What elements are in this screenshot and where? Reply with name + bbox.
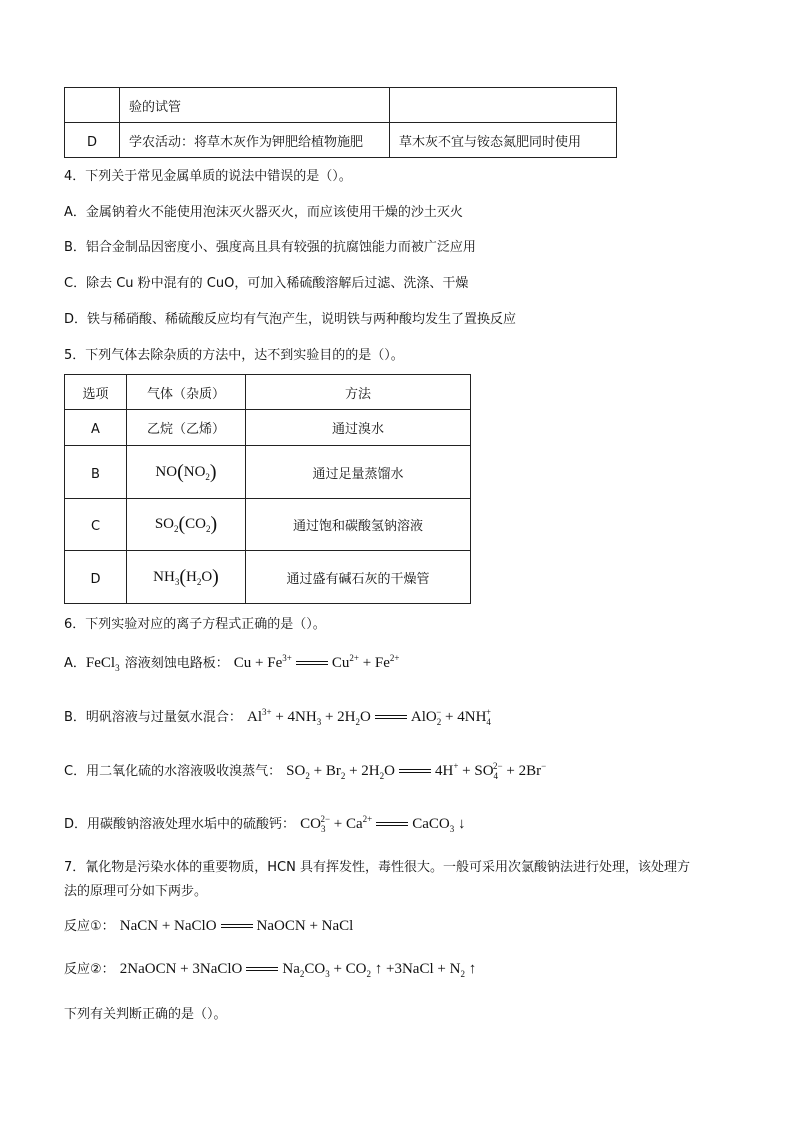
table-cell bbox=[127, 446, 246, 499]
method-text: 通过饱和碳酸氢钠溶液 bbox=[292, 519, 423, 534]
formula-fecl3: FeCl$_3$ bbox=[85, 655, 120, 673]
header-text: 气体（杂质） bbox=[146, 386, 225, 402]
reaction-label: 反应①： bbox=[64, 919, 115, 934]
method-text: 通过溴水 bbox=[331, 422, 384, 437]
option-label: C bbox=[90, 519, 101, 534]
table-cell bbox=[65, 499, 127, 551]
q7-stem-line2: 法的原理可分如下两步。 bbox=[64, 884, 208, 899]
table-header bbox=[246, 375, 471, 410]
table-cell bbox=[120, 88, 390, 123]
equation-a: $Cu + Fe^{3+}$ $Cu^{2+} + Fe^{2+}$ bbox=[233, 653, 400, 671]
option-label: D bbox=[86, 134, 97, 150]
option-text: 溶液刻蚀电路板： bbox=[124, 656, 229, 671]
gas-text: 乙烷（乙烯） bbox=[146, 422, 225, 437]
q4-option-d: D．铁与稀硝酸、稀硫酸反应均有气泡产生，说明铁与两种酸均发生了置换反应 bbox=[64, 312, 517, 327]
header-text: 方法 bbox=[344, 386, 371, 402]
option-label: B bbox=[91, 466, 100, 482]
q6-option-c bbox=[64, 760, 546, 780]
table-cell bbox=[246, 499, 471, 551]
q5-stem: 5．下列气体去除杂质的方法中，达不到实验目的的是（）。 bbox=[64, 348, 404, 363]
table-fragment bbox=[64, 87, 617, 158]
table-cell bbox=[65, 446, 127, 499]
option-label: A． bbox=[64, 656, 86, 671]
method-text: 通过足量蒸馏水 bbox=[312, 466, 404, 482]
option-label: A bbox=[91, 422, 100, 437]
option-text: B．明矾溶液与过量氨水混合： bbox=[64, 710, 242, 725]
q7-judge: 下列有关判断正确的是（）。 bbox=[64, 1007, 227, 1022]
q7-stem-line1: 7．氰化物是污染水体的重要物质，HCN 具有挥发性，毒性很大。一般可采用次氯酸钠法进行处理，该处理方 bbox=[64, 860, 690, 875]
option-label: D bbox=[90, 571, 101, 587]
equation-b: $Al^{3+} + 4NH_3 + 2H_2O$ $AlO_2^- + 4NH_4^+$ bbox=[247, 707, 491, 727]
q6-stem: 6．下列实验对应的离子方程式正确的是（）。 bbox=[64, 617, 326, 632]
table-cell-text: 学农活动：将草木灰作为钾肥给植物施肥 bbox=[129, 134, 364, 150]
q6-option-b bbox=[64, 706, 491, 726]
table-cell-text: 草木灰不宜与铵态氮肥同时使用 bbox=[399, 134, 582, 150]
table-cell bbox=[120, 123, 390, 158]
q6-option-d bbox=[64, 813, 465, 833]
q6-option-a bbox=[64, 652, 399, 672]
q4-stem: 4．下列关于常见金属单质的说法中错误的是（）。 bbox=[64, 169, 352, 184]
formula-so2-co2: $SO_2(CO_2)$ bbox=[154, 513, 218, 535]
method-text: 通过盛有碱石灰的干燥管 bbox=[286, 571, 430, 587]
q4-option-c: C．除去 Cu 粉中混有的 CuO，可加入稀硫酸溶解后过滤、洗涤、干燥 bbox=[64, 276, 469, 291]
q4-option-b: B．铝合金制品因密度小、强度高且具有较强的抗腐蚀能力而被广泛应用 bbox=[64, 240, 476, 255]
header-text: 选项 bbox=[82, 386, 109, 402]
table-cell bbox=[127, 499, 246, 551]
q4-option-a: A．金属钠着火不能使用泡沫灭火器灭火，而应该使用干燥的沙土灭火 bbox=[64, 205, 463, 220]
table-cell bbox=[65, 410, 127, 446]
formula-no-no2: $NO(NO_2)$ bbox=[155, 460, 217, 483]
table-cell bbox=[390, 88, 617, 123]
q7-reaction-2 bbox=[64, 958, 476, 978]
q7-reaction-1 bbox=[64, 915, 353, 935]
table-cell bbox=[65, 88, 120, 123]
equation-r1: NaCN + NaClO NaOCN + NaCl bbox=[119, 918, 354, 934]
table-cell bbox=[65, 123, 120, 158]
table-cell bbox=[127, 551, 246, 604]
equation-c: $SO_2 + Br_2 + 2H_2O$ $4H^+ + SO_4^{2-} + 2Br^-$ bbox=[286, 761, 547, 781]
table-cell bbox=[246, 446, 471, 499]
option-text: D．用碳酸钠溶液处理水垢中的硫酸钙： bbox=[64, 817, 296, 832]
table-cell-text: 验的试管 bbox=[129, 99, 182, 115]
table-header bbox=[127, 375, 246, 410]
q5-table bbox=[64, 374, 471, 604]
table-cell bbox=[246, 410, 471, 446]
reaction-label: 反应②： bbox=[64, 962, 115, 977]
table-cell bbox=[246, 551, 471, 604]
equation-r2: 2NaOCN + 3NaClO $Na_2CO_3 + CO_2$ ↑ +3NaCl + $N_2$ ↑ bbox=[119, 961, 477, 979]
table-cell bbox=[390, 123, 617, 158]
table-cell bbox=[65, 551, 127, 604]
equation-d: $CO_3^{2-} + Ca^{2+}$ CaCO$_3$ ↓ bbox=[300, 814, 466, 834]
formula-nh3-h2o: $NH_3(H_2O)$ bbox=[153, 565, 219, 588]
table-header bbox=[65, 375, 127, 410]
option-text: C．用二氧化硫的水溶液吸收溴蒸气： bbox=[64, 764, 282, 779]
table-cell bbox=[127, 410, 246, 446]
